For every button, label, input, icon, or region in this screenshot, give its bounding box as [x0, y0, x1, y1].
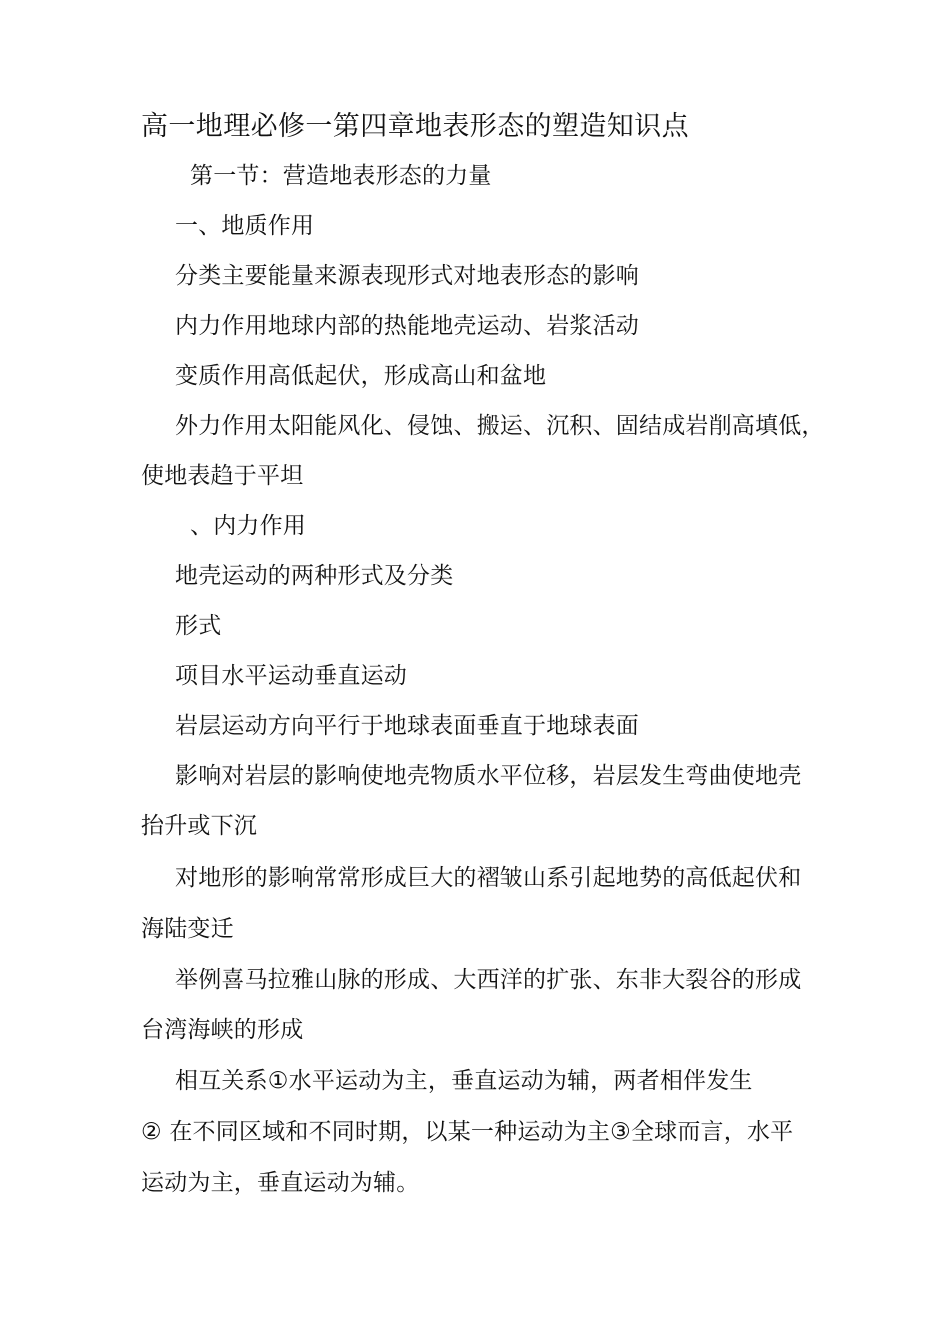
text-line: 相互关系①水平运动为主，垂直运动为辅，两者相伴发生	[175, 1068, 753, 1094]
text-line: 岩层运动方向平行于地球表面垂直于地球表面	[175, 713, 639, 739]
subheading-geologic-action: 一、地质作用	[175, 213, 315, 239]
text-line: 外力作用太阳能风化、侵蚀、搬运、沉积、固结成岩削高填低，	[175, 413, 825, 439]
text-line: 运动为主，垂直运动为辅。	[141, 1170, 420, 1196]
text-line: 海陆变迁	[141, 916, 234, 942]
text-line: 内力作用地球内部的热能地壳运动、岩浆活动	[175, 313, 639, 339]
text-line: 抬升或下沉	[141, 813, 257, 839]
text-line: 形式	[175, 613, 222, 639]
text-line: 举例喜马拉雅山脉的形成、大西洋的扩张、东非大裂谷的形成	[175, 967, 802, 993]
text-line: 分类主要能量来源表现形式对地表形态的影响	[175, 263, 639, 289]
text-line: 影响对岩层的影响使地壳物质水平位移，岩层发生弯曲使地壳	[175, 763, 802, 789]
text-line: 项目水平运动垂直运动	[175, 663, 407, 689]
text-line: 使地表趋于平坦	[141, 463, 304, 489]
text-line: 对地形的影响常常形成巨大的褶皱山系引起地势的高低起伏和	[175, 865, 802, 891]
section-heading: 第一节：营造地表形态的力量	[190, 163, 492, 189]
document-title: 高一地理必修一第四章地表形态的塑造知识点	[141, 111, 689, 142]
text-line: 地壳运动的两种形式及分类	[175, 563, 454, 589]
text-line: ② 在不同区域和不同时期，以某一种运动为主③全球而言，水平	[141, 1119, 794, 1145]
text-line: 台湾海峡的形成	[141, 1017, 304, 1043]
subheading-internal-force: 、内力作用	[190, 513, 306, 539]
text-line: 变质作用高低起伏，形成高山和盆地	[175, 363, 547, 389]
